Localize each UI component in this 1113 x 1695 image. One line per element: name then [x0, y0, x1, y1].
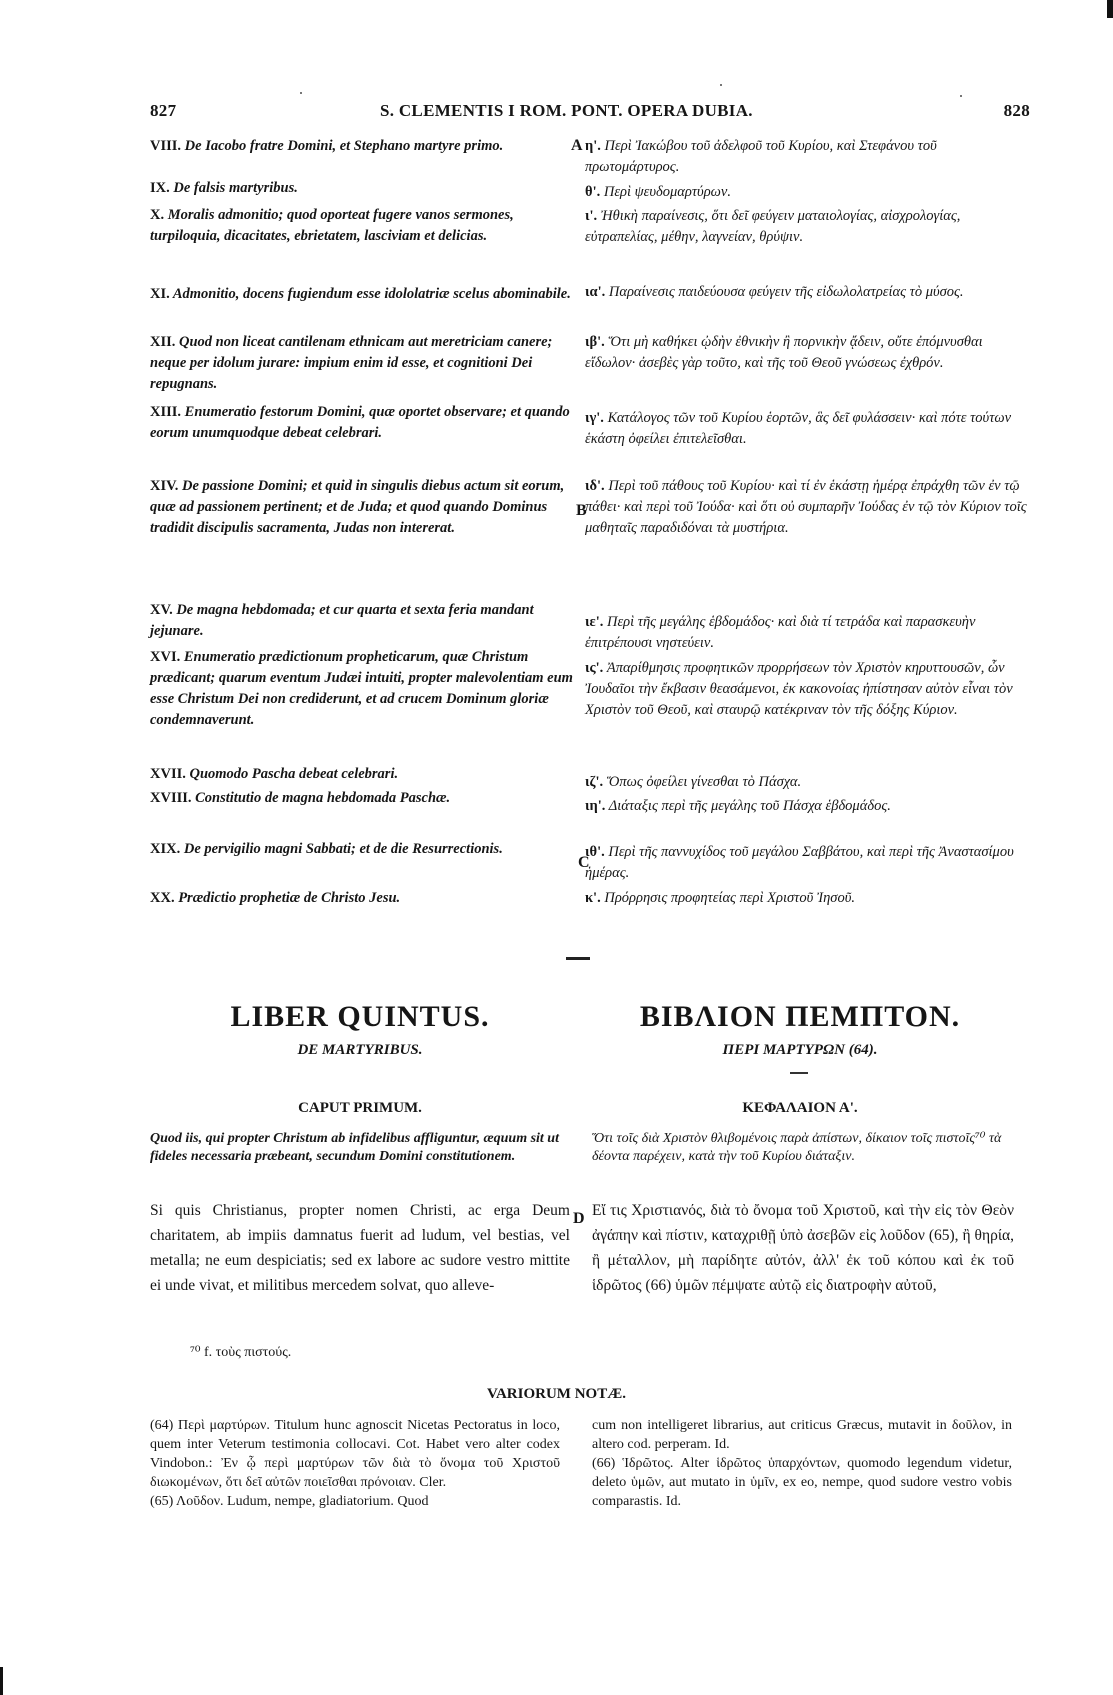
body-text-greek: Εἴ τις Χριστιανός, διὰ τὸ ὄνομα τοῦ Χριστοῦ, καὶ τὴν εἰς τὸν Θεὸν ἀγάπην καὶ πίστιν, καταχριθῇ ὑπὸ ἀσεβῶν εἰς λοῦδον (65), ἢ θηρία, ἢ μέταλλον, μὴ παρίδητε αὐτόν, ἀλλ' ἐκ τοῦ κόπου καὶ ἐκ τοῦ ἱδρῶτος (66) ὑμῶν πέμψατε αὐτῷ εἰς διατροφὴν αὐτοῦ, — [592, 1202, 1014, 1294]
toc-greek-entry: ιγ'. Κατάλογος τῶν τοῦ Κυρίου ἑορτῶν, ἃς δεῖ φυλάσσειν· καὶ πότε τούτων ἑκάστη ὀφείλει ἐπιτελεῖσθαι. — [585, 410, 1012, 447]
page-number-right: 828 — [1003, 101, 1030, 120]
scan-speck — [720, 84, 722, 86]
scan-edge-mark — [0, 1667, 3, 1695]
toc-latin-entry: XVI. Enumeratio prædictionum propheticarum, quæ Christum prædicant; quarum eventum Judæi intuiti, propter malevolentiam eum esse Christum Dei non crediderunt, et ad crucem Dominum gloriæ condemnaverunt. — [150, 649, 573, 728]
variorum-notes-right — [592, 1416, 1012, 1511]
toc-latin-entry: XVII. Quomodo Pascha debeat celebrari. — [150, 766, 399, 782]
body-text-latin: Si quis Christianus, propter nomen Christi, ac erga Deum charitatem, ab impiis damnatus fuerit ad ludum, vel bestias, vel metalla; ne eum despiciatis; sed ex labore ac sudore vestro mittite ei unde vivat, et militibus mercedem solvat, quo alleve- — [150, 1202, 570, 1294]
toc-greek-entry: ιδ'. Περὶ τοῦ πάθους τοῦ Κυρίου· καὶ τί ἐν ἑκάστῃ ἡμέρᾳ ἐπράχθη τῶν ἐν τῷ πάθει· καὶ περὶ τοῦ Ἰούδα· καὶ ὅτι οὐ συμπαρῆν Ἰούδας ἐν τῷ τὸν Κύριον τοῖς μαθηταῖς παραδιδόναι τὰ μυστήρια. — [585, 478, 1027, 536]
toc-latin-entry: XIV. De passione Domini; et quid in singulis diebus actum sit eorum, quæ ad passionem pertinent; et de Juda; et quod quando Dominus tradidit discipulis sacramenta, Judas non intererat. — [150, 478, 565, 536]
chapter-summary-greek: Ὅτι τοῖς διὰ Χριστὸν θλιβομένοις παρὰ ἀπίστων, δίκαιον τοῖς πιστοῖς⁷⁰ τὰ δέοντα παρέχειν, κατὰ τὴν τοῦ Κυρίου διάταξιν. — [592, 1131, 1002, 1164]
toc-latin-entry: VIII. De Iacobo fratre Domini, et Stephano martyre primo. — [150, 138, 504, 154]
margin-letter: B — [576, 502, 587, 519]
toc-greek-entry: ιζ'. Ὅπως ὀφείλει γίνεσθαι τὸ Πάσχα. — [585, 774, 802, 790]
running-title: S. CLEMENTIS I ROM. PONT. OPERA DUBIA. — [380, 101, 753, 120]
footnote: ⁷⁰ f. τοὺς πιστούς. — [190, 1345, 292, 1360]
note-64: (64) Περὶ μαρτύρων. Titulum hunc agnoscit Nicetas Pectoratus in loco, quem inter Veterum testimonia collocavi. Cot. Habet vero alter codex Vindobon.: Ἐν ᾧ περὶ μαρτύρων τῶν διὰ τὸ ὄνομα τοῦ Χριστοῦ διωκομένων, ὅτι δεῖ αὐτῶν ποιεῖσθαι πρόνοιαν. Cler. — [150, 1418, 560, 1490]
page-number-left: 827 — [150, 101, 177, 120]
chapter-heading-greek: ΚΕΦΑΛΑΙΟΝ Α'. — [742, 1100, 858, 1116]
toc-latin-entry: XI. Admonitio, docens fugiendum esse idololatriæ scelus abominabile. — [150, 286, 571, 302]
toc-greek-entry: ι'. Ἠθικὴ παραίνεσις, ὅτι δεῖ φεύγειν ματαιολογίας, αἰσχρολογίας, εὐτραπελίας, μέθην, λαγνείαν, θρύψιν. — [585, 208, 961, 245]
toc-latin-entry: XIX. De pervigilio magni Sabbati; et de die Resurrectionis. — [150, 841, 503, 857]
note-65: (65) Λοῦδον. Ludum, nempe, gladiatorium. Quod — [150, 1494, 429, 1509]
toc-greek-entry: θ'. Περὶ ψευδομαρτύρων. — [585, 184, 731, 200]
toc-latin-entry: XV. De magna hebdomada; et cur quarta et sexta feria mandant jejunare. — [150, 602, 534, 639]
toc-latin-entry: XVIII. Constitutio de magna hebdomada Paschæ. — [150, 790, 451, 806]
book-title-latin: LIBER QUINTUS. — [230, 1000, 490, 1033]
scan-speck — [300, 92, 302, 94]
chapter-summary-latin: Quod iis, qui propter Christum ab infidelibus affliguntur, æquum sit ut fideles necessaria præbeant, secundum Domini constitutionem. — [150, 1131, 559, 1164]
book-subtitle-greek: ΠΕΡΙ ΜΑΡΤΥΡΩΝ (64). — [722, 1042, 878, 1058]
book-subtitle-latin: DE MARTYRIBUS. — [297, 1042, 423, 1058]
toc-latin-entry: XX. Prædictio prophetiæ de Christo Jesu. — [150, 890, 401, 906]
book-title-greek: ΒΙΒΛΙΟΝ ΠΕΜΠΤΟΝ. — [639, 1000, 961, 1033]
toc-latin-entry: IX. De falsis martyribus. — [150, 180, 298, 196]
toc-latin-entry: X. Moralis admonitio; quod oporteat fugere vanos sermones, turpiloquia, dicacitates, ebrietatem, lasciviam et delicias. — [150, 207, 514, 244]
variorum-heading: VARIORUM NOTÆ. — [487, 1386, 626, 1402]
running-head — [150, 101, 1030, 123]
toc-greek-entry: η'. Περὶ Ἰακώβου τοῦ ἀδελφοῦ τοῦ Κυρίου, καὶ Στεφάνου τοῦ πρωτομάρτυρος. — [585, 138, 937, 175]
margin-letter: C — [578, 854, 590, 871]
toc-greek-entry: ιε'. Περὶ τῆς μεγάλης ἑβδομάδος· καὶ διὰ τί τετράδα καὶ παρασκευὴν ἐπιτρέπουσι νηστεύειν. — [585, 614, 976, 651]
toc-greek-entry: ις'. Ἀπαρίθμησις προφητικῶν προρρήσεων τὸν Χριστὸν κηρυττουσῶν, ὧν Ἰουδαῖοι τὴν ἔκβασιν θεασάμενοι, ἐκ κακονοίας ἠπίστησαν αὐτὸν εἶναι τὸν Χριστὸν τοῦ Θεοῦ, καὶ σταυρῷ κατέκριναν τὸν τῆς δόξης Κύριον. — [585, 660, 1013, 718]
chapter-heading-latin: CAPUT PRIMUM. — [298, 1100, 422, 1116]
toc-greek-entry: ια'. Παραίνεσις παιδεύουσα φεύγειν τῆς εἰδωλολατρείας τὸ μύσος. — [585, 284, 964, 300]
toc-greek-entry: ιθ'. Περὶ τῆς παννυχίδος τοῦ μεγάλου Σαββάτου, καὶ περὶ τῆς Ἀναστασίμου ἡμέρας. — [585, 844, 1014, 881]
toc-greek-entry: ιη'. Διάταξις περὶ τῆς μεγάλης τοῦ Πάσχα ἑβδομάδος. — [585, 798, 891, 814]
toc-greek-entry: ιβ'. Ὅτι μὴ καθήκει ᾠδὴν ἐθνικὴν ἢ πορνικὴν ᾄδειν, οὔτε ἐπόμνυσθαι εἴδωλον· ἀσεβὲς γὰρ τοῦτο, καὶ τῆς τοῦ Θεοῦ γνώσεως ἐχθρόν. — [585, 334, 983, 371]
title-ornament — [790, 1072, 808, 1074]
toc-latin-entry: XIII. Enumeratio festorum Domini, quæ oportet observare; et quando eorum unumquodque debeat celebrari. — [150, 404, 570, 441]
margin-letter: D — [573, 1210, 585, 1227]
note-66: (66) Ἱδρῶτος. Alter ἱδρῶτος ὑπαρχόντων, quomodo legendum videtur, deleto ὑμῶν, aut mutato in ὑμῖν, ex eo, nempe, quod sudore vestro vobis comparastis. Id. — [592, 1456, 1012, 1509]
variorum-notes-left — [150, 1416, 560, 1511]
toc-latin-entry: XII. Quod non liceat cantilenam ethnicam aut meretriciam canere; neque per idolum jurare: impium enim id esse, et cognitioni Dei repugnans. — [150, 334, 553, 392]
margin-letter: A — [571, 137, 583, 154]
scan-speck — [960, 95, 962, 97]
scan-edge-mark — [1107, 0, 1113, 18]
note-65-continued: cum non intelligeret librarius, aut criticus Græcus, mutavit in δοῦλον, in altero cod. perperam. Id. — [592, 1418, 1012, 1452]
toc-greek-entry: κ'. Πρόρρησις προφητείας περὶ Χριστοῦ Ἰησοῦ. — [585, 890, 855, 906]
section-separator — [566, 957, 590, 960]
